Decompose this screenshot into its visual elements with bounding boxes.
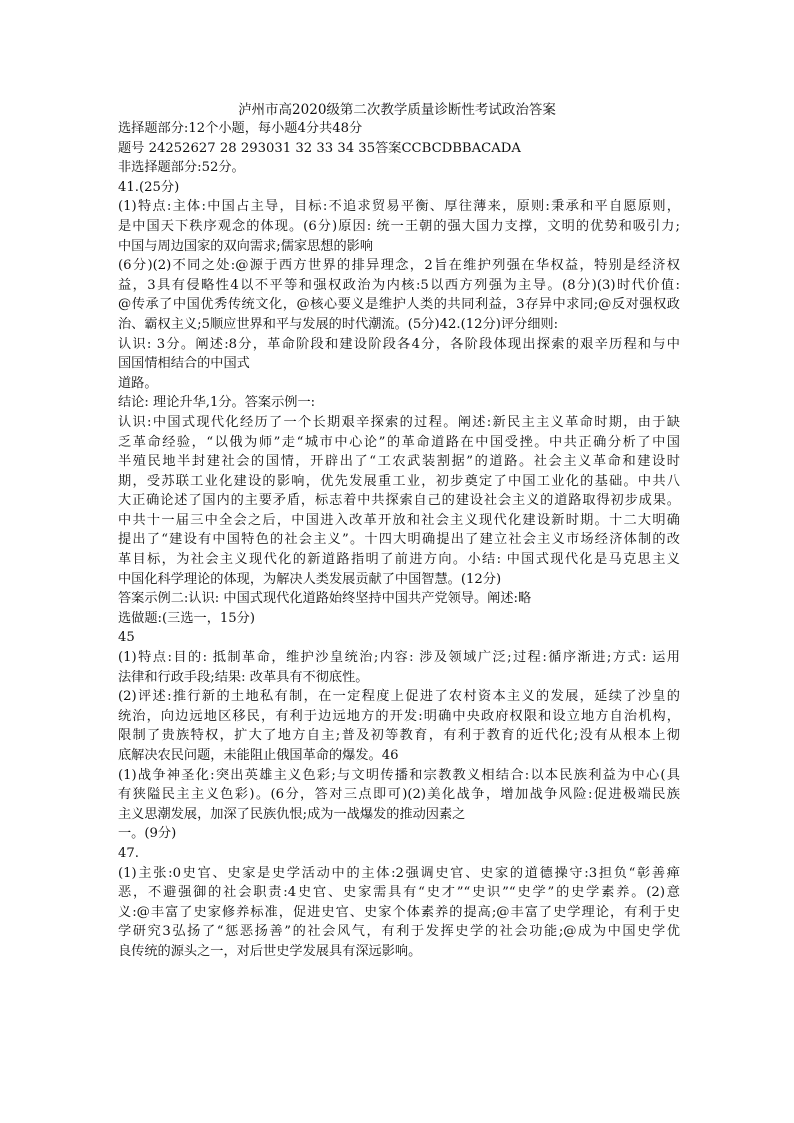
text-line: 中国化科学理论的体现，为解决人类发展贡献了中国智慧。(12分) [118,571,502,587]
text-line: 45 [118,630,135,646]
text-line: @传承了中国优秀传统文化，@核心要义是维护人类的共同利益，3存异中求同;@反对强权政 [118,297,680,313]
text-line: 道路。 [118,375,158,391]
text-line: 选做题:(三选一，15分) [118,610,256,626]
text-line: 一。(9分) [118,826,177,842]
text-line: 有狭隘民主主义色彩)。(6分，答对三点即可)(2)美化战争，增加战争风险:促进极端民族 [118,787,680,803]
text-line: 结论: 理论升华,1分。答案示例一: [118,395,316,411]
text-line: 主义思潮发展，加深了民族仇恨;成为一战爆发的推动因素之 [118,806,466,822]
text-line: (1)主张:0史官、史家是史学活动中的主体:2强调史官、史家的道德操守:3担负“彰善瘅 [118,865,680,881]
text-line: 义:@丰富了史家修养标准，促进史官、史家个体素养的提高;@丰富了史学理论，有利于史 [118,904,680,920]
text-line: 是中国天下秩序观念的体现。(6分)原因: 统一王朝的强大国力支撑，文明的优势和吸引力; [118,218,680,234]
text-line: 治、霸权主义;5顺应世界和平与发展的时代潮流。(5分)42.(12分)评分细则: [118,316,559,332]
text-line: 认识: 3分。阐述:8分，革命阶段和建设阶段各4分，各阶段体现出探索的艰辛历程和与中 [118,336,680,352]
text-line: 期，受苏联工业化建设的影响，优先发展重工业，初步奠定了中国工业化的基础。中共八 [118,473,680,489]
text-line: 底解决农民问题，未能阻止俄国革命的爆发。46 [118,748,399,763]
text-line: 中国与周边国家的双向需求;儒家思想的影响 [118,238,374,254]
text-line: 大正确论述了国内的主要矛盾，标志着中共探索自己的建设社会主义的道路取得初步成果。 [118,493,680,509]
text-line: 统治，向边远地区移民，有利于边远地方的开发:明确中央政府权限和设立地方自治机构， [118,708,680,724]
document-title: 泸州市高2020级第二次教学质量诊断性考试政治答案 [238,102,556,118]
text-line: 学研究3弘扬了“惩恶扬善”的社会风气，有利于发挥史学的社会功能;@成为中国史学优 [118,924,680,940]
text-line: 恶，不避强御的社会职责:4史官、史家需具有“史才”“史识”“史学”的史学素养。(2)意 [118,885,680,901]
text-line: 题号 24252627 28 293031 32 33 34 35答案CCBCDBBACADA [118,140,521,156]
text-line: 革目标，为社会主义现代化的新道路指明了前进方向。小结: 中国式现代化是马克思主义 [118,552,680,568]
text-line: 47. [118,845,139,861]
text-line: (2)评述:推行新的土地私有制，在一定程度上促进了农村资本主义的发展，延续了沙皇的 [118,689,680,705]
text-line: (1)特点:主体:中国占主导，目标:不追求贸易平衡、厚往薄来，原则:秉承和平自愿原则， [118,199,680,215]
text-line: 良传统的源头之一，对后世史学发展具有深远影响。 [118,943,422,959]
text-line: 国国情相结合的中国式 [118,356,250,372]
text-line: (1)特点:目的: 抵制革命，维护沙皇统治;内容: 涉及领域广泛;过程:循序渐进;方式: 运用 [118,650,680,666]
text-line: 乏革命经验，“以俄为师”走“城市中心论”的革命道路在中国受挫。中共正确分析了中国 [118,434,680,450]
text-line: 认识:中国式现代化经历了一个长期艰辛探索的过程。阐述:新民主主义革命时期，由于缺 [118,414,680,430]
text-line: 益，3具有侵略性4以不平等和强权政治为内核:5以西方列强为主导。(8分)(3)时代价值: [118,277,680,293]
text-line: 选择题部分:12个小题，每小题4分共48分 [118,121,363,136]
text-line: (6分)(2)不同之处:@源于西方世界的排异理念，2旨在维护列强在华权益，特别是经济权 [118,258,680,274]
text-line: 41.(25分) [118,179,180,195]
text-line: 法律和行政手段;结果: 改革具有不彻底性。 [118,669,369,685]
document-body [118,119,680,962]
text-line: 提出了“建设有中国特色的社会主义”。十四大明确提出了建立社会主义市场经济体制的改 [118,532,680,548]
text-line: 非选择题部分:52分。 [118,160,245,176]
text-line: 半殖民地半封建社会的国情，开辟出了“工农武装割据”的道路。社会主义革命和建设时 [118,454,680,470]
text-line: (1)战争神圣化:突出英雄主义色彩;与文明传播和宗教教义相结合:以本民族利益为中心(具 [118,767,680,783]
text-line: 限制了贵族特权，扩大了地方自主;普及初等教育，有利于教育的近代化;没有从根本上彻 [118,728,680,744]
text-line: 答案示例二:认识: 中国式现代化道路始终坚持中国共产党领导。阐述:略 [118,591,532,607]
text-line: 中共十一届三中全会之后，中国进入改革开放和社会主义现代化建设新时期。十二大明确 [118,512,680,528]
